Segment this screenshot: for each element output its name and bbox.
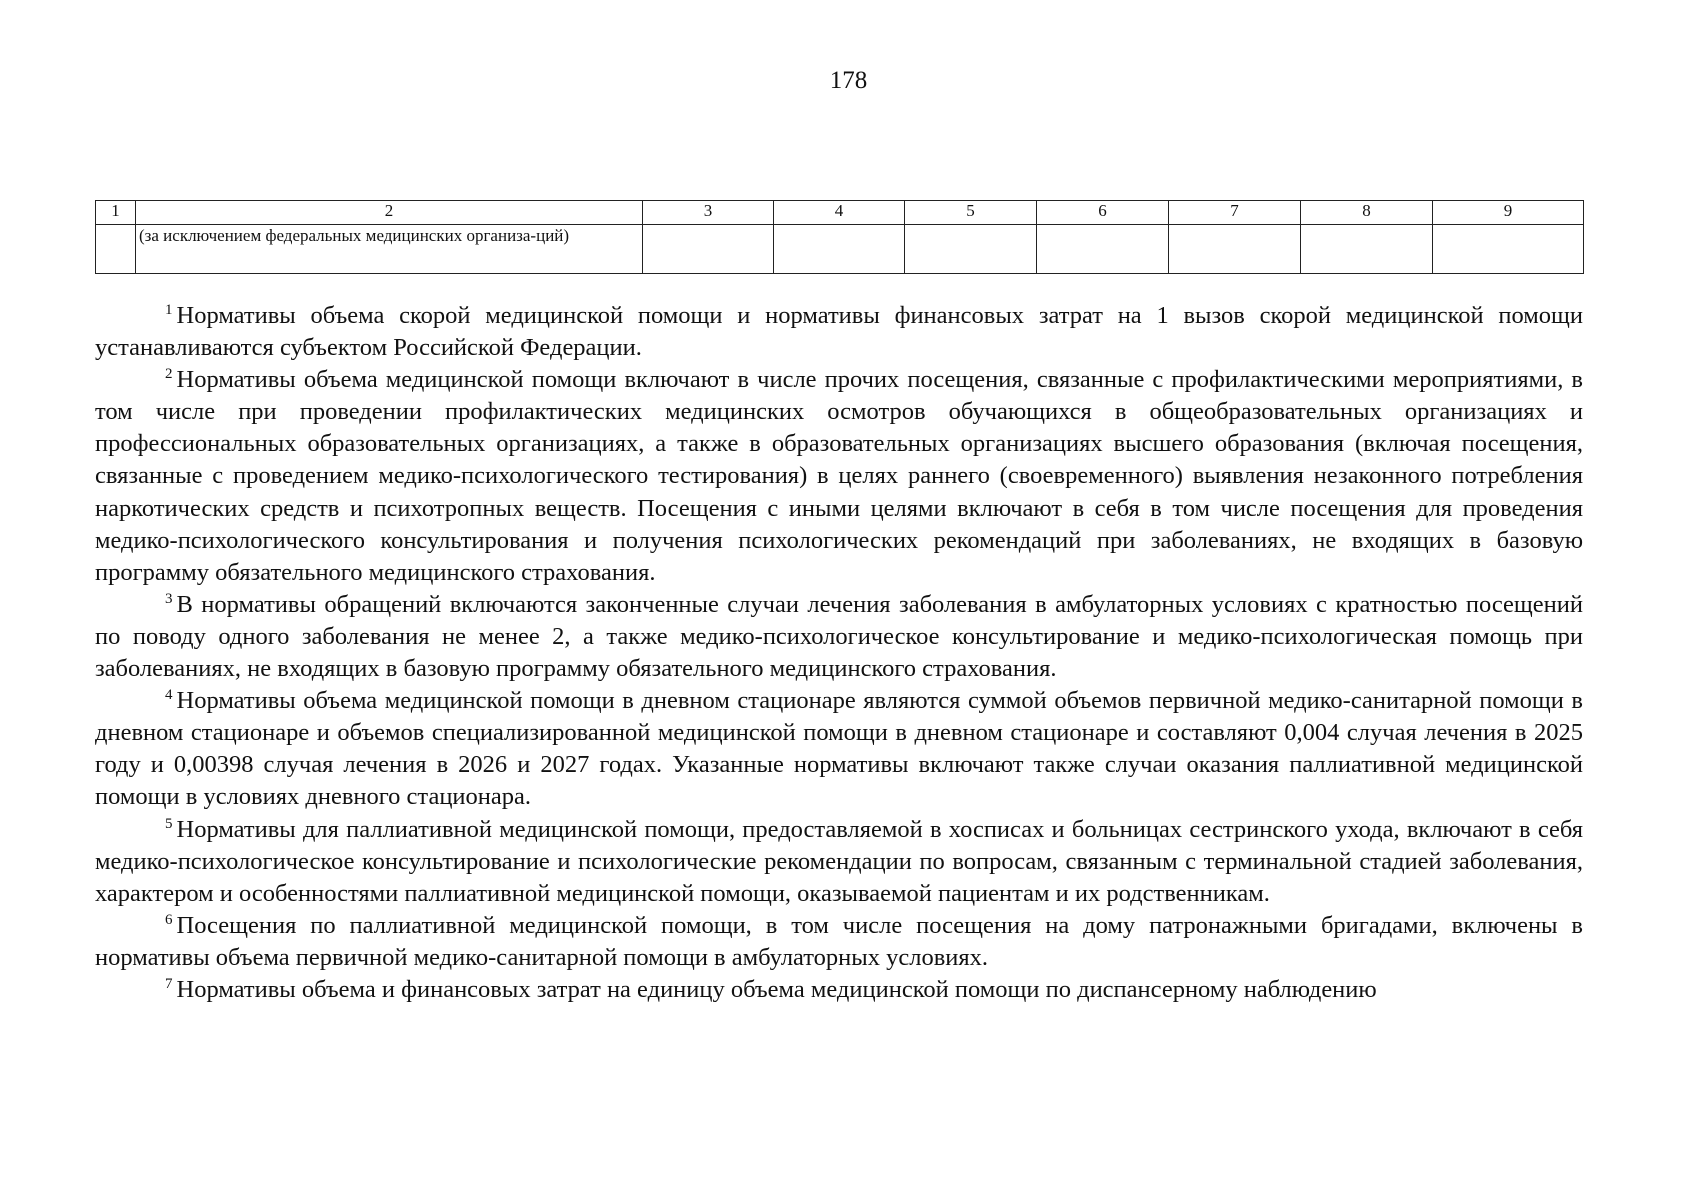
footnote-3 bbox=[95, 589, 1583, 685]
column-number-3: 3 bbox=[643, 201, 774, 225]
footnotes-section bbox=[95, 300, 1583, 1006]
column-number-4: 4 bbox=[774, 201, 905, 225]
row-description-text: (за исключением федеральных медицинских организа-ций) bbox=[139, 226, 570, 245]
column-number-2: 2 bbox=[136, 201, 643, 225]
table-cell-col7 bbox=[1169, 225, 1301, 274]
footnote-marker-5: 5 bbox=[165, 815, 173, 832]
column-number-6: 6 bbox=[1037, 201, 1169, 225]
table-cell-col6 bbox=[1037, 225, 1169, 274]
footnote-text-5: Нормативы для паллиативной медицинской помощи, предоставляемой в хосписах и больницах сестринского ухода, включают в себя медико-психологическое консультирование и психологические рекомендации по вопросам, связанным с терминальной стадией заболевания, характером и особенностями паллиативной медицинской помощи, оказываемой пациентам и их родственникам. bbox=[95, 815, 1583, 907]
column-number-1: 1 bbox=[96, 201, 136, 225]
table-cell-col3 bbox=[643, 225, 774, 274]
footnote-text-2: Нормативы объема медицинской помощи включают в числе прочих посещения, связанные с профилактическими мероприятиями, в том числе при проведении профилактических медицинских осмотров обучающихся в общеобразовательных организациях и профессиональных образовательных организациях, а также в образовательных организациях высшего образования (включая посещения, связанные с проведением медико-психологического тестирования) в целях раннего (своевременного) выявления незаконного потребления наркотических средств и психотропных веществ. Посещения с иными целями включают в себя в том числе посещения для проведения медико-психологического консультирования и получения психологических рекомендаций при заболеваниях, не входящих в базовую программу обязательного медицинского страхования. bbox=[95, 366, 1583, 586]
column-number-9: 9 bbox=[1433, 201, 1584, 225]
footnote-4 bbox=[95, 685, 1583, 813]
footnote-6 bbox=[95, 910, 1583, 974]
footnote-marker-2: 2 bbox=[165, 366, 173, 383]
footnote-5 bbox=[95, 814, 1583, 910]
footnote-2 bbox=[95, 364, 1583, 589]
table-cell-col4 bbox=[774, 225, 905, 274]
footnote-marker-7: 7 bbox=[165, 975, 173, 992]
column-number-7: 7 bbox=[1169, 201, 1301, 225]
table-cell-col1 bbox=[96, 225, 136, 274]
footnote-text-7: Нормативы объема и финансовых затрат на единицу объема медицинской помощи по диспансерному наблюдению bbox=[176, 975, 1377, 1003]
footnote-text-4: Нормативы объема медицинской помощи в дневном стационаре являются суммой объемов первичной медико-санитарной помощи в дневном стационаре и объемов специализированной медицинской помощи в дневном стационаре и составляют 0,004 случая лечения в 2025 году и 0,00398 случая лечения в 2026 и 2027 годах. Указанные нормативы включают также случаи оказания паллиативной медицинской помощи в условиях дневного стационара. bbox=[95, 687, 1583, 811]
table-row bbox=[96, 225, 1584, 274]
footnote-marker-3: 3 bbox=[165, 590, 173, 607]
table-cell-col5 bbox=[905, 225, 1037, 274]
footnote-text-3: В нормативы обращений включаются законченные случаи лечения заболевания в амбулаторных условиях с кратностью посещений по поводу одного заболевания не менее 2, а также медико-психологическое консультирование и медико-психологическая помощь при заболеваниях, не входящих в базовую программу обязательного медицинского страхования. bbox=[95, 590, 1583, 683]
footnote-text-1: Нормативы объема скорой медицинской помощи и нормативы финансовых затрат на 1 вызов скорой медицинской помощи устанавливаются субъектом Российской Федерации. bbox=[95, 302, 1583, 362]
continuation-table bbox=[95, 200, 1584, 274]
table-cell-col8 bbox=[1301, 225, 1433, 274]
footnote-marker-1: 1 bbox=[165, 302, 173, 318]
page-number: 178 bbox=[829, 67, 868, 94]
footnote-7 bbox=[95, 974, 1583, 1006]
column-number-8: 8 bbox=[1301, 201, 1433, 225]
footnote-marker-6: 6 bbox=[165, 911, 173, 928]
footnote-1 bbox=[95, 300, 1583, 364]
table-header-row bbox=[96, 201, 1584, 225]
footnote-marker-4: 4 bbox=[165, 687, 173, 704]
footnote-text-6: Посещения по паллиативной медицинской помощи, в том числе посещения на дому патронажными бригадами, включены в нормативы объема первичной медико-санитарной помощи в амбулаторных условиях. bbox=[95, 911, 1583, 971]
table-cell-col2 bbox=[136, 225, 643, 274]
column-number-5: 5 bbox=[905, 201, 1037, 225]
table-cell-col9 bbox=[1433, 225, 1584, 274]
